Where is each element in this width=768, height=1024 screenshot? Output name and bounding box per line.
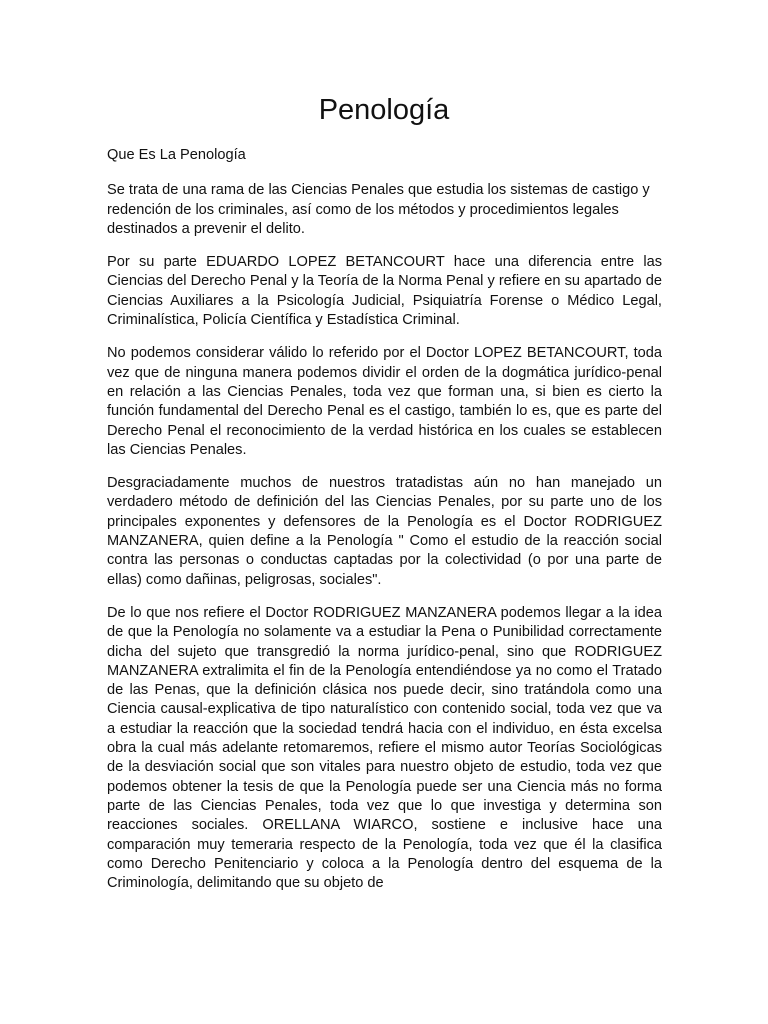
paragraph-2: Por su parte EDUARDO LOPEZ BETANCOURT hace una diferencia entre las Ciencias del Derecho Penal y la Teoría de la Norma Penal y refiere en su apartado de Ciencias Auxiliares a la Psicología Judicial, Psiquiatría Forense o Médico Legal, Criminalística, Policía Científica y Estadística Criminal. <box>107 254 662 329</box>
document-body <box>107 146 662 907</box>
paragraph-3: No podemos considerar válido lo referido por el Doctor LOPEZ BETANCOURT, toda vez que de ninguna manera podemos dividir el orden de la dogmática jurídico-penal en relación a las Ciencias Penales, toda vez que forman una, si bien es cierto la función fundamental del Derecho Penal es el castigo, también lo es, que es parte del Derecho Penal el reconocimiento de la verdad histórica en los cuales se establecen las Ciencias Penales. <box>107 345 662 458</box>
paragraph-4: Desgraciadamente muchos de nuestros tratadistas aún no han manejado un verdadero método de definición del las Ciencias Penales, por su parte uno de los principales exponentes y defensores de la Penología es el Doctor RODRIGUEZ MANZANERA, quien define a la Penología " Como el estudio de la reacción social contra las personas o conductas captadas por la colectividad (o por una parte de ellas) como dañinas, peligrosas, sociales". <box>107 475 662 588</box>
page-title: Penología <box>318 94 450 126</box>
section-heading: Que Es La Penología <box>107 147 246 163</box>
paragraph-5: De lo que nos refiere el Doctor RODRIGUEZ MANZANERA podemos llegar a la idea de que la Penología no solamente va a estudiar la Pena o Punibilidad correctamente dicha del sujeto que transgredió la norma jurídico-penal, sino que RODRIGUEZ MANZANERA extralimita el fin de la Penología entendiéndose ya no como el Tratado de las Penas, que la definición clásica nos puede decir, sino tratándola como una Ciencia causal-explicativa de tipo naturalístico con contenido social, toda vez que va a estudiar la reacción que la sociedad tendrá hacia con el individuo, en ésta excelsa obra la cual más adelante retomaremos, refiere el mismo autor Teorías Sociológicas de la desviación social que son vitales para nuestro objeto de estudio, toda vez que podemos obtener la tesis de que la Penología puede ser una Ciencia más no forma parte de las Ciencias Penales, toda vez que lo que investiga y determina son reacciones sociales. ORELLANA WIARCO, sostiene e inclusive hace una comparación muy temeraria respecto de la Penología, toda vez que él la clasifica como Derecho Penitenciario y coloca a la Penología dentro del esquema de la Criminología, delimitando que su objeto de <box>107 604 662 892</box>
paragraph-1: Se trata de una rama de las Ciencias Penales que estudia los sistemas de castigo y redención de los criminales, así como de los métodos y procedimientos legales destinados a prevenir el delito. <box>107 182 650 237</box>
